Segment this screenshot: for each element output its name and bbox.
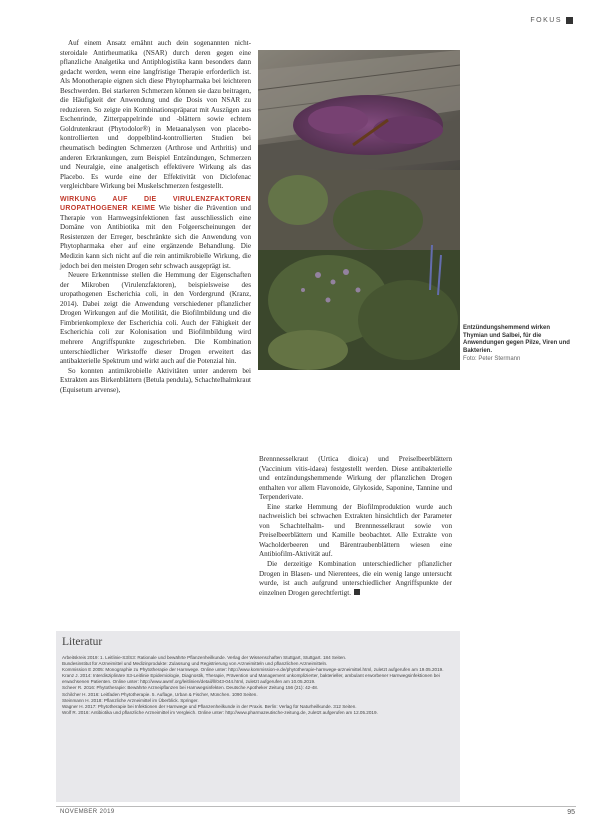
article-end-icon <box>354 589 360 595</box>
literature-entry: Scheer R. 2016: Phytotherapie: Bewährte Arzneipflanzen bei Harnwegsinfekten. Deutsche Apotheker Zeitung 156 (21): 42-48. <box>62 685 319 691</box>
footer-divider <box>56 806 576 807</box>
caption-text: Entzündungshemmend wirken Thymian und Salbei, für die Anwendungen gegen Pilze, Viren und Bakterien. <box>463 325 570 354</box>
literature-box <box>56 631 460 802</box>
photo-credit: Foto: Peter Stermann <box>463 356 521 362</box>
literature-entry: Kranz J. 2014: Interdisziplinäre S3-Leitlinie Epidemiologie, Diagnostik, Therapie, Prävention und Management unkomplizierter, bakterieller, ambulant erworbener Harnwegsinfektionen bei erwachsenen Patienten. Online unter: http://www.awmf.org/leitlinien/detail/ll/043-044.html, zuletzt aufgerufen am 10.05.2019. <box>62 673 440 685</box>
literature-entry: Wagner H. 2017: Phytotherapie bei Infektionen der Harnwege und Pflanzenheilkunde in der Praxis. Berlin: Verlag für Naturheilkunde. 312 Seiten. <box>62 703 357 709</box>
literature-list <box>56 652 460 716</box>
paragraph: Neuere Erkenntnisse stellen die Hemmung der Eigenschaften der Mikroben (Virulenzfaktoren), beispielsweise des uropathogenen Escherichia coli, in den Vordergrund (Kranz, 2014). Dabei zeigt die Anwendung verschiedener pflanzlicher Drogen Wirkungen auf die Motilität, die Biofilmbildung und die Fimbrienkomplexe der Escherichia coli. Auch der Fähigkeit der Escherichia coli zur Kolonisation und Biofilmbildung wird mehrere Angriffspunkte zugeschrieben. Die Kombination unterschiedlicher Wirkstoffe dieser Drogen erweitert das antibakterielle Spektrum und wirkt auch auf die Potenzial hin. <box>60 271 251 366</box>
paragraph: Auf einem Ansatz ernähnt auch dein sogenannten nicht-steroidale Antirheumatika (NSAR) durch deren gegen eine pflanzliche Analgetika und Antiphlogistika kann besonders dann gedacht werden, wenn eine langfristige Therapie erforderlich ist. Als Monotherapie eignen sich diese Phytopharmaka bei leichteren Beschwerden. Bei starkeren Schmerzen können sie dazu beitragen, die Häufigkeit der Anwendung und die Dosis von NSAR zu reduzieren. So zeigte ein Kombinationspräparat mit Auszügen aus Eschenrinde, Zitterpappelrinde und -blättern sowie echtem Goldrutenkraut (Phytodolor®) in Metaanalysen von placebo-kontrollierten und doppelblind-kontrollierten Studien bei rheumatisch bedingten Schmerzen (Arthrose und Arthritis) und anderen Erkrankungen, zum Beispiel Entzündungen, Schmerzen und Neuralgie, eine analgetisch effektivere Wirkung als das Placebo. Es wurde eine der Effektivität von Diclofenac vergleichbare Wirkung bei Muskelschmerzen festgestellt. <box>60 39 251 191</box>
literature-entry: Wolf R. 2016: Antibiotika und pflanzliche Arzneimittel im Vergleich. Online unter: http://www.pharmazeutische-zeitung.de, zuletzt aufgerufen am 12.05.2019. <box>62 709 378 715</box>
paragraph-text: Wie bisher die Prävention und Therapie von Harnwegsinfektionen fast ausschliesslich eine Domäne von Antibiotika mit den Folgeerscheinungen der Resistenzen der Erreger, beschränkte sich die Anwendung von Phytopharmaka eher auf eine ergänzende Behandlung. Die Medizin kann sich nicht auf die rein antimikrobielle Wirkung, die jedoch bei den meisten Drogen sehr schwach ausgeprägt ist. <box>60 204 251 270</box>
paragraph <box>60 195 251 271</box>
paragraph <box>259 560 452 598</box>
paragraph: Eine starke Hemmung der Biofilmproduktion wurde auch nachweislich bei schwachen Extrakten hinsichtlich der Parameter von Schachtelhalm- und Brennnesselkraut sowie von Preiselbeerblättern und Kamille beobachtet. Alle Extrakte von Wacholderbeeren und Bärentraubenblättern wiesen eine Antibiofilm-Aktivität auf. <box>259 502 452 559</box>
section-square-icon <box>566 17 573 24</box>
paragraph: So konnten antimikrobielle Aktivitäten unter anderem bei Extrakten aus Birkenblättern (Betula pendula), Schachtelhalmkraut (Equisetum arvense), <box>60 366 251 394</box>
section-tag <box>530 17 573 24</box>
paragraph: Brennnesselkraut (Urtica dioica) und Preiselbeerblättern (Vaccinium vitis-idaea) festgestellt werden. Diese antibakterielle und entzündungshemmende Wirkung der pflanzlichen Drogen enthalten vor allem Flavonoide, Glykoside, Saponine, Tannine und Terpenderivate. <box>259 455 452 502</box>
literature-entry: Kommission E 2005: Monographie zu Phytotherapie der Harnwege. Online unter: http://www.kommission-e.de/phytotherapie-harnwege-arzneimittel.html, zuletzt aufgerufen am 19.05.2019. <box>62 667 444 673</box>
herb-photo <box>258 50 460 370</box>
literature-entry: Schilcher H. 2016: Leitfaden Phytotherapie. 5. Auflage, Urban & Fischer, München. 1090 Seiten. <box>62 691 258 697</box>
section-heading: WIRKUNG AUF DIE VIRULENZFAKTOREN UROPATHOGENER KEIME <box>60 195 251 213</box>
section-label: FOKUS <box>530 17 562 24</box>
literature-entry: Steinmann H. 2018: Pflanzliche Arzneimittel im Überblick. Springer. <box>62 697 199 703</box>
paragraph-text: Die derzeitige Kombination unterschiedlicher pflanzlicher Drogen in Blasen- und Nierentees, die ein wenig lange untersucht wurde, ist auch aufgrund unterschiedlicher Angriffspunkte der einzelnen Drogen gerechtfertigt. <box>259 560 452 597</box>
page-number: 95 <box>567 809 575 816</box>
right-column <box>259 455 452 598</box>
literature-title: Literatur <box>62 636 103 648</box>
left-column <box>60 39 251 395</box>
literature-entry: Arbeitskreis 2019: 1. Leitlinie-S3/S3: Rationale und bewährte Pflanzenheilkunde. Verlag der Wissenschaften Stuttgart, Stuttgart. 184 Seiten. <box>62 655 347 660</box>
issue-label: NOVEMBER 2019 <box>60 809 115 815</box>
literature-entry: Bundesinstitut für Arzneimittel und Medizinprodukte: Zulassung und Registrierung von Arzneimitteln und pflanzlichen Arzneimitteln. <box>62 661 328 667</box>
photo-caption <box>463 325 573 364</box>
garden-photo-illustration <box>258 50 460 370</box>
